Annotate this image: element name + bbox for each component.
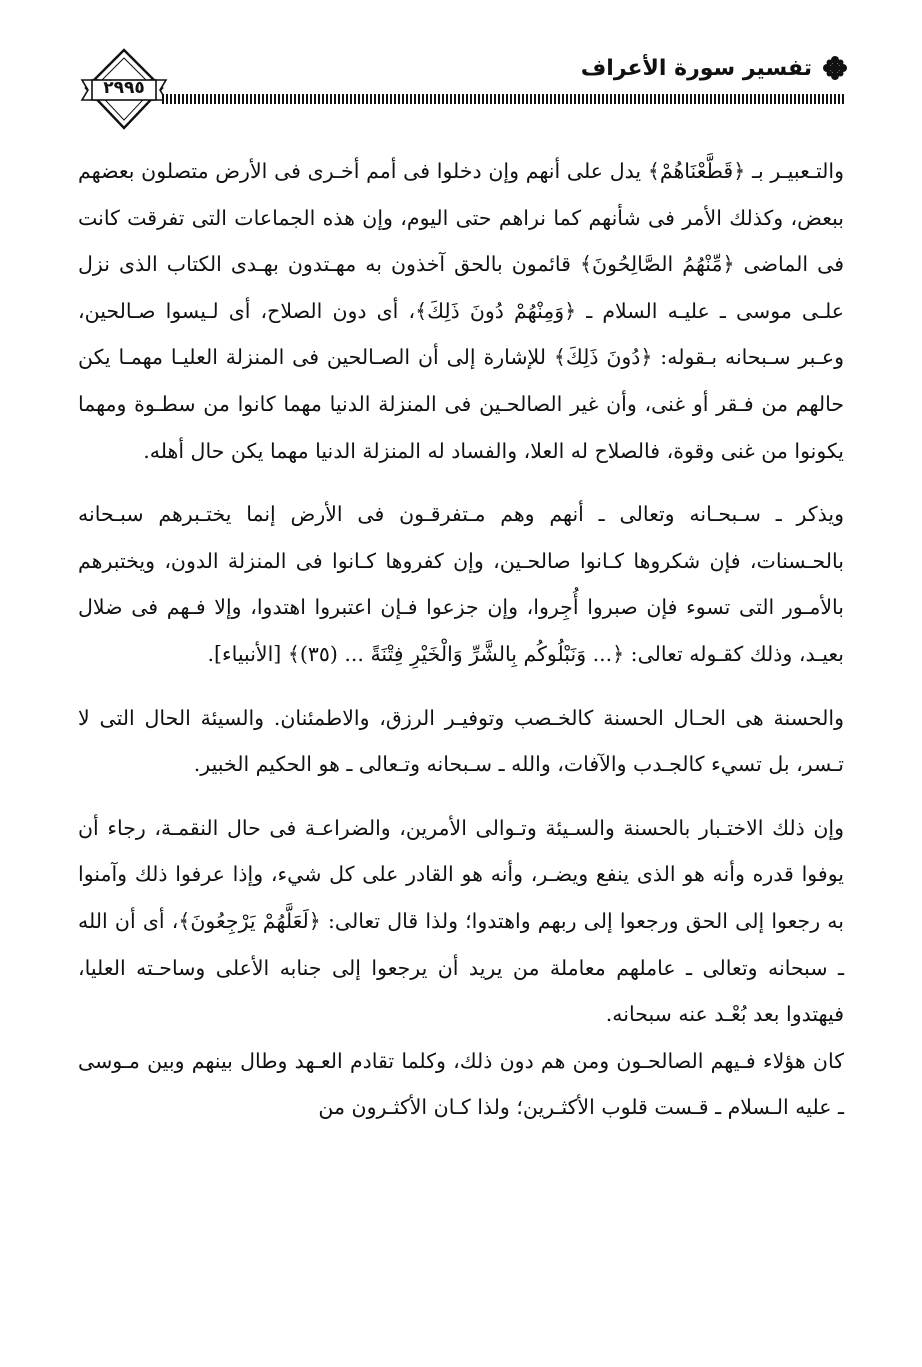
page-body — [78, 148, 844, 1131]
page-header — [78, 40, 848, 140]
paragraph: والتـعبيـر بـ ﴿قَطَّعْنَاهُمْ﴾ يدل على أنهم وإن دخلوا فى أمم أخـرى فى الأرض متصلون بعضهم ببعض، وكذلك الأمر فى شأنهم كما نراهم حتى اليوم، وإن هذه الجماعات التى تفرقت كانت فى الماضى ﴿مِّنْهُمُ الصَّالِحُونَ﴾ قائمون بالحق آخذون به مهـتدون بهـدى الكتاب الذى نزل علـى موسى ـ عليـه السلام ـ ﴿وَمِنْهُمْ دُونَ ذَلِكَ﴾، أى دون الصلاح، أى لـيسوا صـالحين، وعـبر سـبحانه بـقوله: ﴿دُونَ ذَلِكَ﴾ للإشارة إلى أن الصـالحين فى المنزلة العليـا مهمـا يكن حالهم من فـقر أو غنى، وأن غير الصالحـين فى المنزلة الدنيا مهما كانوا من سطـوة ومهما يكونوا من غنى وقوة، فالصلاح له العلا، والفساد له المنزلة الدنيا مهما يكن حال أهله. — [78, 159, 844, 463]
header-title: تفسير سورة الأعراف — [580, 55, 812, 81]
page-number-badge — [78, 40, 170, 140]
header-title-group — [581, 50, 848, 86]
paragraph: ويذكر ـ سـبحـانه وتعالى ـ أنهم وهم مـتفرقـون فى الأرض إنما يختـبرهم سبـحانه بالحـسنات، فإن شكروها كـانوا صالحـين، وإن كفروها كـانوا فى المنزلة الدون، ويختبرهم بالأمـور التى تسوء فإن صبروا أُجِروا، وإن جزعوا فـإن اعتبروا اهتدوا، وإلا فـهم فى ضلال بعيـد، وذلك كقـوله تعالى: ﴿... وَنَبْلُوكُم بِالشَّرِّ وَالْخَيْرِ فِتْنَةً ... (٣٥)﴾ [الأنبياء]. — [78, 502, 844, 666]
paragraph: كان هؤلاء فـيهم الصالحـون ومن هم دون ذلك، وكلما تقادم العـهد وطال بينهم وبين مـوسى ـ عليه الـسلام ـ قـست قلوب الأكثـرين؛ ولذا كـان الأكثـرون من — [78, 1048, 844, 1120]
flower-ornament-icon — [822, 55, 848, 81]
paragraph: وإن ذلك الاختـبار بالحسنة والسـيئة وتـوالى الأمرين، والضراعـة فى حال النقمـة، رجاء أن يوفوا قدره وأنه هو الذى ينفع ويضـر، وأنه هو القادر على كل شيء، وإذا عرفوا ذلك وآمنوا به رجعوا إلى الحق ورجعوا إلى ربهم واهتدوا؛ ولذا قال تعالى: ﴿لَعَلَّهُمْ يَرْجِعُونَ﴾، أى أن الله ـ سبحانه وتعالى ـ عاملهم معاملة من يريد أن يرجعوا إلى جنابه الأعلى وساحـته العليا، فيهتدوا بعد بُعْـد عنه سبحانه. — [78, 815, 844, 1027]
page-number: ٢٩٩٥ — [103, 78, 145, 98]
header-rule — [162, 94, 844, 104]
paragraph: والحسنة هى الحـال الحسنة كالخـصب وتوفيـر الرزق، والاطمئنان. والسيئة الحال التى لا تـسر، بل تسيء كالجـدب والآفات، والله ـ سـبحانه وتـعالى ـ هو الحكيم الخبير. — [78, 705, 844, 777]
